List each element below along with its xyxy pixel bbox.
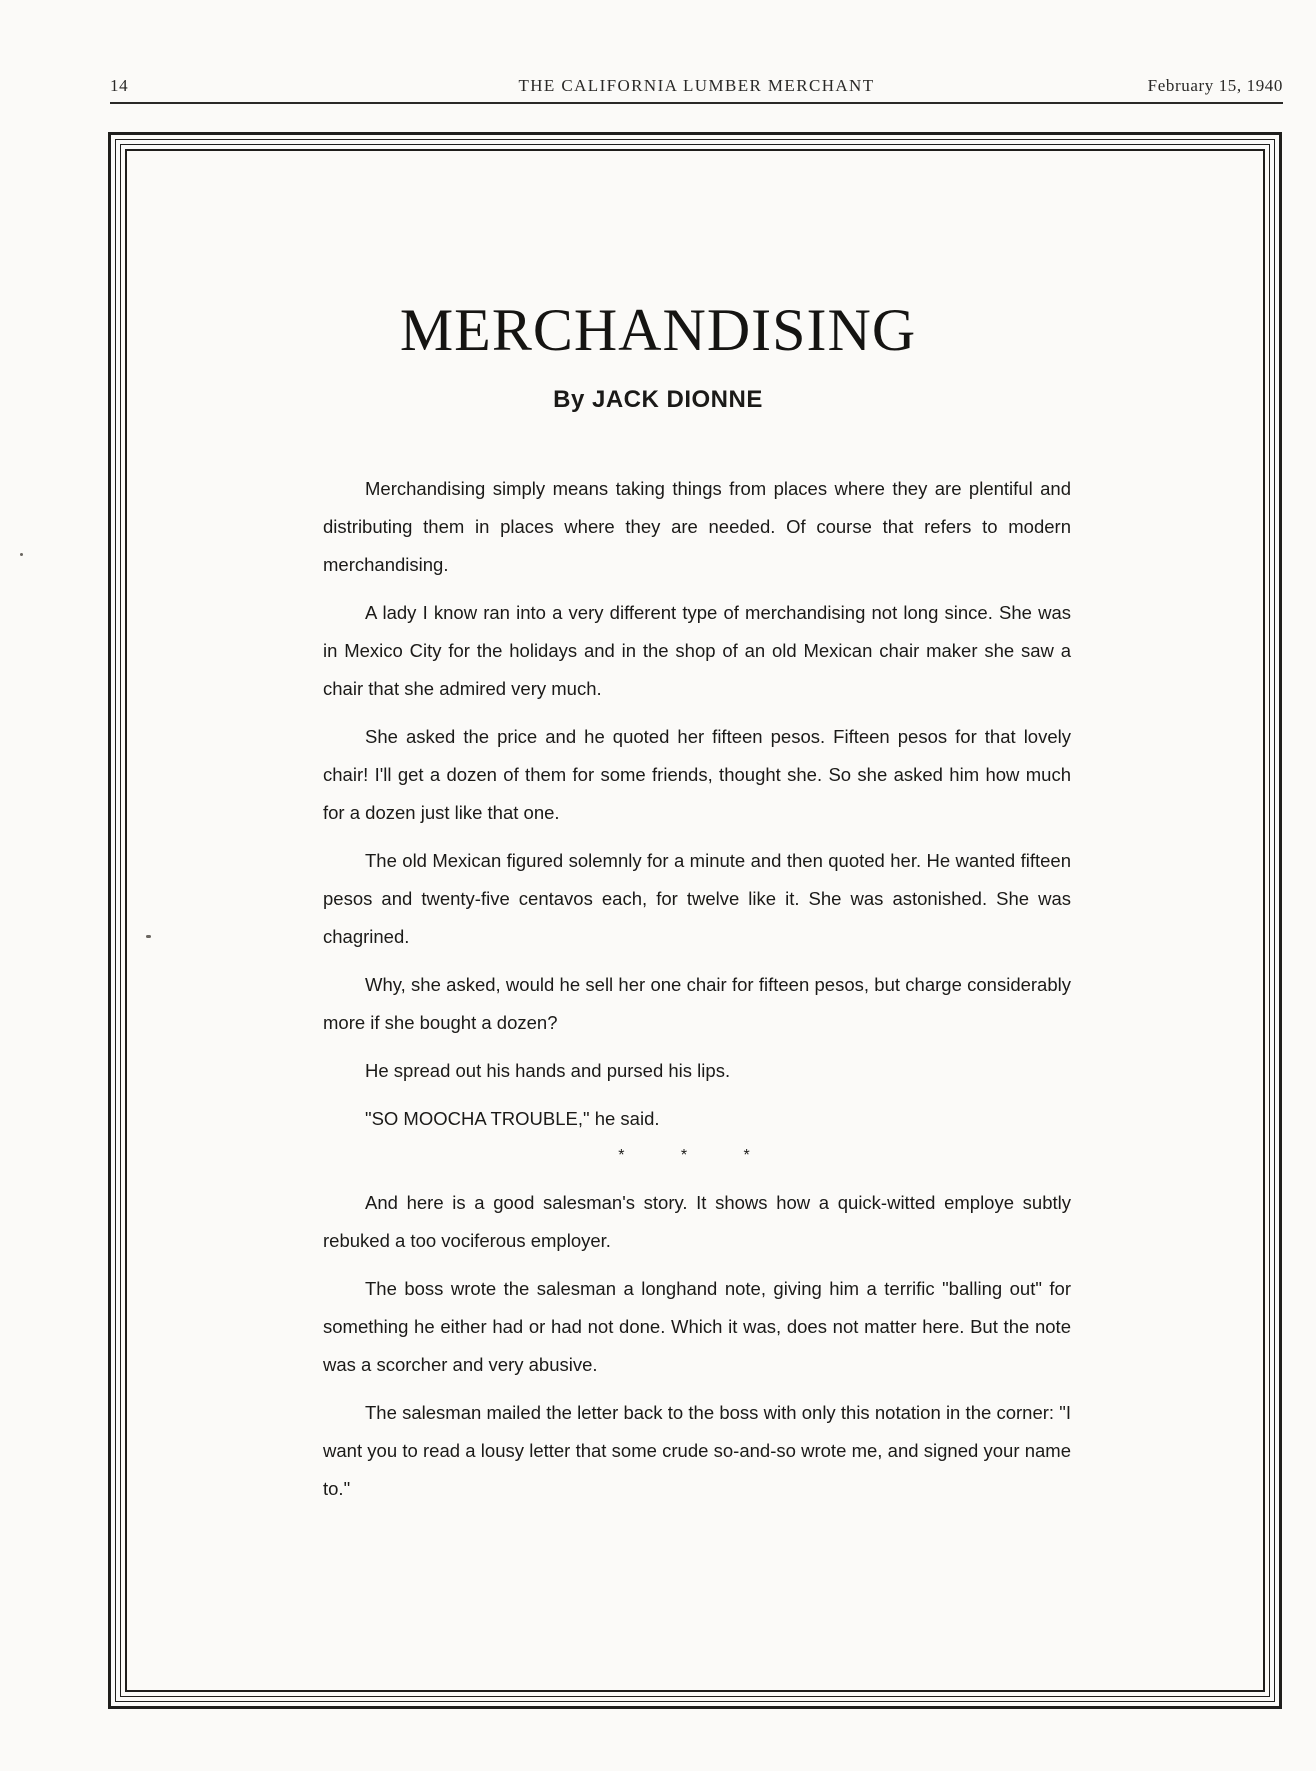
- paragraph: The old Mexican figured solemnly for a minute and then quoted her. He wanted fifteen pesos and twenty-five centavos each, for twelve like it. She was astonished. She was chagrined.: [323, 850, 1071, 947]
- header-rule: [110, 102, 1283, 104]
- paragraph: Why, she asked, would he sell her one chair for fifteen pesos, but charge considerably more if she bought a dozen?: [323, 974, 1071, 1033]
- paragraph: She asked the price and he quoted her fifteen pesos. Fifteen pesos for that lovely chair! I'll get a dozen of them for some friends, thought she. So she asked him how much for a dozen just like that one.: [323, 726, 1071, 823]
- article-byline: By JACK DIONNE: [553, 386, 763, 413]
- paragraph: The boss wrote the salesman a longhand note, giving him a terrific "balling out" for something he either had or had not done. Which it was, does not matter here. But the note was a scorcher and very abusive.: [323, 1278, 1071, 1375]
- paragraph: Merchandising simply means taking things from places where they are plentiful and distributing them in places where they are needed. Of course that refers to modern merchandising.: [323, 478, 1071, 575]
- section-separator: * * *: [618, 1147, 776, 1164]
- publication-title: THE CALIFORNIA LUMBER MERCHANT: [518, 76, 875, 95]
- paragraph: "SO MOOCHA TROUBLE," he said.: [365, 1108, 660, 1129]
- issue-date: February 15, 1940: [1147, 76, 1283, 95]
- page-number: 14: [110, 76, 129, 95]
- paper-speck: [20, 553, 23, 556]
- paragraph: A lady I know ran into a very different type of merchandising not long since. She was in Mexico City for the holidays and in the shop of an old Mexican chair maker she saw a chair that she admired very much.: [323, 602, 1071, 699]
- article-title: MERCHANDISING: [399, 297, 917, 363]
- article-body: [323, 470, 1071, 1518]
- paragraph: The salesman mailed the letter back to the boss with only this notation in the corner: "I want you to read a lousy letter that some crude so-and-so wrote me, and signed your name to.": [323, 1402, 1071, 1499]
- paper-speck: [146, 935, 151, 938]
- running-head: [110, 76, 1283, 104]
- paragraph: He spread out his hands and pursed his lips.: [365, 1060, 731, 1081]
- paragraph: And here is a good salesman's story. It shows how a quick-witted employe subtly rebuked a too vociferous employer.: [323, 1192, 1071, 1251]
